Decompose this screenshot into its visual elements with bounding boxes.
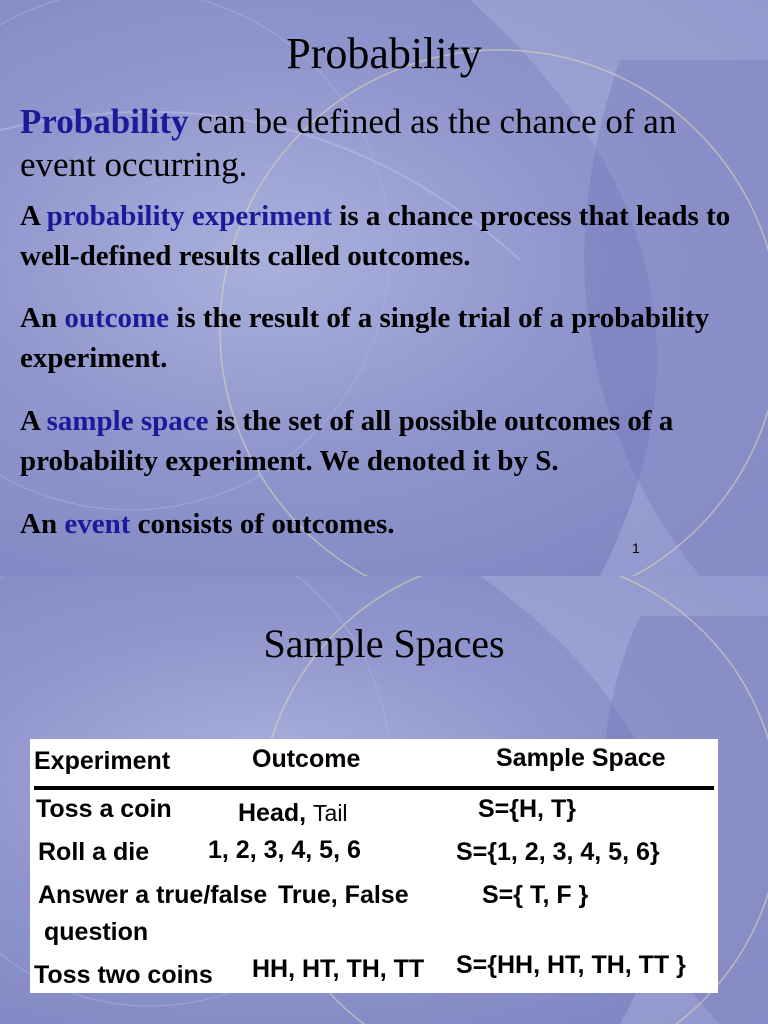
definition-probability-experiment [20,196,750,276]
keyword-probability: Probability [20,102,189,141]
definition-prefix: An [20,508,65,540]
keyword-event: event [64,508,131,540]
header-divider [34,786,714,790]
sample-space-table [30,739,718,993]
definition-text: is the result of a single trial of a probability experiment. [20,302,710,374]
definition-sample-space [20,401,750,481]
header-sample-space: Sample Space [496,744,666,772]
intro-paragraph [20,100,750,186]
row-1-experiment: Toss a coin [36,795,172,823]
row-1-outcome-head: Head, [238,799,314,827]
row-4-experiment: Toss two coins [34,961,213,989]
definition-prefix: A [20,405,47,437]
definition-event [20,504,750,544]
definition-text: is a chance process that leads to well-defined results called outcomes. [20,200,731,272]
header-experiment: Experiment [34,747,171,775]
row-3-sample-space: S={ T, F } [482,881,589,909]
row-3-outcome: True, False [278,881,409,909]
row-3-experiment-line-2: question [44,918,149,946]
keyword-sample-space: sample space [46,405,209,437]
header-outcome: Outcome [252,745,361,773]
row-4-outcome: HH, HT, TH, TT [252,955,425,983]
row-2-sample-space: S={1, 2, 3, 4, 5, 6} [456,838,660,866]
row-3-experiment-line-1: Answer a true/false [38,881,268,909]
row-1-outcome [238,799,348,828]
definition-prefix: A [20,200,47,232]
row-1-outcome-tail: Tail [313,800,348,826]
slide-2 [0,576,768,1024]
page-number: 1 [632,540,640,556]
intro-text: can be defined as the chance of an event occurring. [20,102,677,184]
slide-1-title: Probability [286,29,482,78]
definition-text: consists of outcomes. [130,508,395,540]
definition-outcome [20,298,750,378]
row-2-experiment: Roll a die [38,838,150,866]
definition-prefix: An [20,302,65,334]
row-2-outcome: 1, 2, 3, 4, 5, 6 [208,836,361,864]
definition-text: is the set of all possible outcomes of a probability experiment. We denoted it by S. [20,405,674,477]
slide-2-title: Sample Spaces [263,621,505,666]
keyword-probability-experiment: probability experiment [46,200,333,232]
keyword-outcome: outcome [64,302,170,334]
row-1-sample-space: S={H, T} [478,795,576,823]
row-4-sample-space: S={HH, HT, TH, TT } [456,951,686,979]
